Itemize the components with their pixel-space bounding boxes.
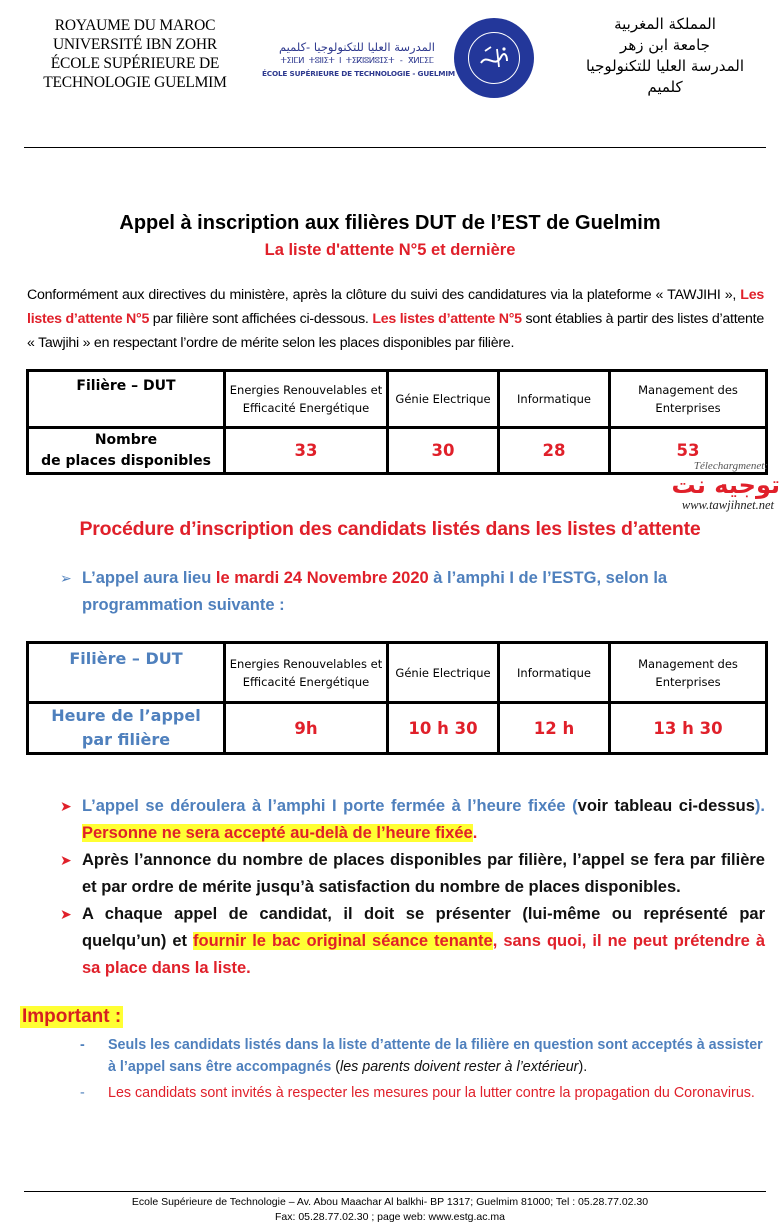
text: , sans quoi, il ne peut prétendre à sa place dans la liste. xyxy=(82,932,765,977)
header-line: ROYAUME DU MAROC xyxy=(54,17,216,34)
schedule-table xyxy=(26,641,768,755)
row-label-line: de places disponibles xyxy=(41,452,211,469)
watermark-url[interactable]: www.tawjihnet.net xyxy=(681,498,774,512)
text: ). xyxy=(578,1059,588,1075)
procedure-title: Procédure d’inscription des candidats listés dans les listes d’attente xyxy=(79,518,701,540)
intro-text: Conformément aux directives du ministère, après la clôture du suivi des candidatures via la plateforme « TAWJIHI », xyxy=(27,287,741,303)
rules-list xyxy=(60,793,765,982)
places-value: 28 xyxy=(499,428,610,474)
column-header: Génie Electrique xyxy=(388,643,499,703)
column-header: Energies Renouvelables et Efficacité Energétique xyxy=(225,643,388,703)
announcement-date: le mardi 24 Novembre 2020 xyxy=(215,569,429,587)
footer-divider xyxy=(24,1191,766,1192)
arrow-bullet-icon: ➢ xyxy=(60,570,72,586)
header-french-institution xyxy=(20,16,250,92)
intro-highlight: Les listes d’attente N°5 xyxy=(372,311,522,327)
university-seal-icon xyxy=(454,18,534,98)
dash-bullet: - xyxy=(80,1037,85,1053)
row-label-line: par filière xyxy=(81,730,171,749)
intro-text: par filière sont affichées ci-dessous. xyxy=(149,311,373,327)
intro-paragraph xyxy=(27,283,764,355)
highlighted-warning: fournir le bac original séance tenante xyxy=(193,932,493,950)
footer xyxy=(0,1195,780,1225)
text: ( xyxy=(331,1059,341,1075)
seal-emblem xyxy=(468,32,520,84)
watermark xyxy=(612,460,780,513)
school-logo-tifinagh: ⵜⵉⵏⵎⵍ ⵜⵓⵏⵏⵉⵜ ⵏ ⵜⵉⴽⵏⵓⵍⵓⵊⵉⵜ - ⴳⵍⵎⵉⵎ xyxy=(280,56,434,66)
header-line: ÉCOLE SUPÉRIEURE DE xyxy=(50,55,220,72)
school-logo-french: ÉCOLE SUPÉRIEURE DE TECHNOLOGIE - GUELMIM xyxy=(262,69,455,78)
arrow-bullet-icon: ➤ xyxy=(60,798,72,814)
text: voir tableau ci-dessus xyxy=(577,797,755,815)
header-arabic-institution xyxy=(560,14,770,98)
arrow-bullet-icon: ➤ xyxy=(60,852,72,868)
important-notes xyxy=(80,1034,765,1104)
row-label-line: Heure de l’appel xyxy=(51,706,201,725)
text: les parents doivent rester à l’extérieur xyxy=(340,1059,579,1075)
rule-item xyxy=(60,901,765,982)
column-header: Management des Enterprises xyxy=(610,643,767,703)
important-label: Important : xyxy=(22,1006,122,1027)
footer-address: Ecole Supérieure de Technologie – Av. Abou Maachar Al balkhi- BP 1317; Guelmim 81000; Tel : 05.28.77.02.30 xyxy=(131,1196,649,1208)
table-header-row xyxy=(28,371,767,428)
school-logo-arabic: المدرسة العليا للتكنولوجيا -كلميم xyxy=(278,40,435,54)
intro-text: sont établies à partir des listes d’attente « Tawjihi » en respectant l’ordre de mérite selon les places disponibles par filière. xyxy=(27,311,765,351)
text: ). xyxy=(754,797,765,815)
text: Après l’annonce du nombre de places disponibles par filière, l’appel se fera par filière et par ordre de mérite jusqu’à satisfaction du nombre de places disponibles. xyxy=(82,851,765,896)
watermark-logo-text: توجيه نت xyxy=(671,471,780,499)
rule-item xyxy=(60,793,765,847)
header-line: TECHNOLOGIE GUELMIM xyxy=(43,74,227,91)
column-header: Energies Renouvelables et Efficacité Energétique xyxy=(225,371,388,428)
text: . xyxy=(472,824,478,842)
arrow-bullet-icon: ➤ xyxy=(60,906,72,922)
row-label-line: Nombre xyxy=(94,431,158,448)
text: Les candidats sont invités à respecter les mesures pour la lutter contre la propagation du Coronavirus. xyxy=(108,1085,755,1101)
schedule-time: 12 h xyxy=(499,703,610,754)
announcement-text xyxy=(60,565,765,619)
header-line: UNIVERSITÉ IBN ZOHR xyxy=(52,36,218,53)
school-logo xyxy=(262,40,455,78)
header-divider xyxy=(24,147,766,148)
text: A chaque appel de candidat, il doit se présenter (lui-même ou représenté par quelqu’un) et xyxy=(82,905,765,950)
column-header: Informatique xyxy=(499,643,610,703)
note-item xyxy=(80,1034,765,1078)
column-header: Informatique xyxy=(499,371,610,428)
header-line-ar: كلميم xyxy=(647,78,683,96)
watermark-label: Télechargmenet: xyxy=(693,460,768,472)
places-value: 30 xyxy=(388,428,499,474)
schedule-time: 9h xyxy=(225,703,388,754)
highlighted-warning: Personne ne sera accepté au-delà de l’heure fixée xyxy=(82,824,473,842)
page-subtitle: La liste d'attente N°5 et dernière xyxy=(264,241,516,259)
places-value: 53 xyxy=(610,428,767,474)
column-header: Génie Electrique xyxy=(388,371,499,428)
header-line-ar: المملكة المغربية xyxy=(614,15,716,33)
places-value: 33 xyxy=(225,428,388,474)
note-item xyxy=(80,1082,765,1104)
announcement-bullet xyxy=(60,565,765,619)
text: à l’amphi I de l’ESTG, selon la programmation suivante : xyxy=(82,569,668,614)
table-header-label: Filière – DUT xyxy=(28,371,225,428)
page-title: Appel à inscription aux filières DUT de l’EST de Guelmim xyxy=(119,212,661,234)
footer-contact: Fax: 05.28.77.02.30 ; page web: www.estg.ac.ma xyxy=(275,1211,505,1223)
text: L’appel se déroulera à l’amphi I porte fermée à l’heure fixée ( xyxy=(82,797,578,815)
schedule-time: 10 h 30 xyxy=(388,703,499,754)
row-label xyxy=(28,703,225,754)
column-header: Management des Enterprises xyxy=(610,371,767,428)
table-header-label: Filière – DUT xyxy=(28,643,225,703)
text: Seuls les candidats listés dans la liste d’attente de la filière en question sont acceptés à assister à l’appel sans être accompagnés xyxy=(108,1037,763,1075)
calligraphy-icon xyxy=(477,43,511,73)
header-line-ar: المدرسة العليا للتكنولوجيا xyxy=(585,57,745,75)
text: L’appel aura lieu xyxy=(82,569,216,587)
table-header-row xyxy=(28,643,767,703)
table-row xyxy=(28,703,767,754)
dash-bullet: - xyxy=(80,1085,85,1101)
watermark-logo xyxy=(612,472,780,498)
header-line-ar: جامعة ابن زهر xyxy=(620,36,710,54)
rule-item xyxy=(60,847,765,901)
schedule-time: 13 h 30 xyxy=(610,703,767,754)
row-label xyxy=(28,428,225,474)
intro-highlight: Les listes d’attente N°5 xyxy=(27,287,764,327)
